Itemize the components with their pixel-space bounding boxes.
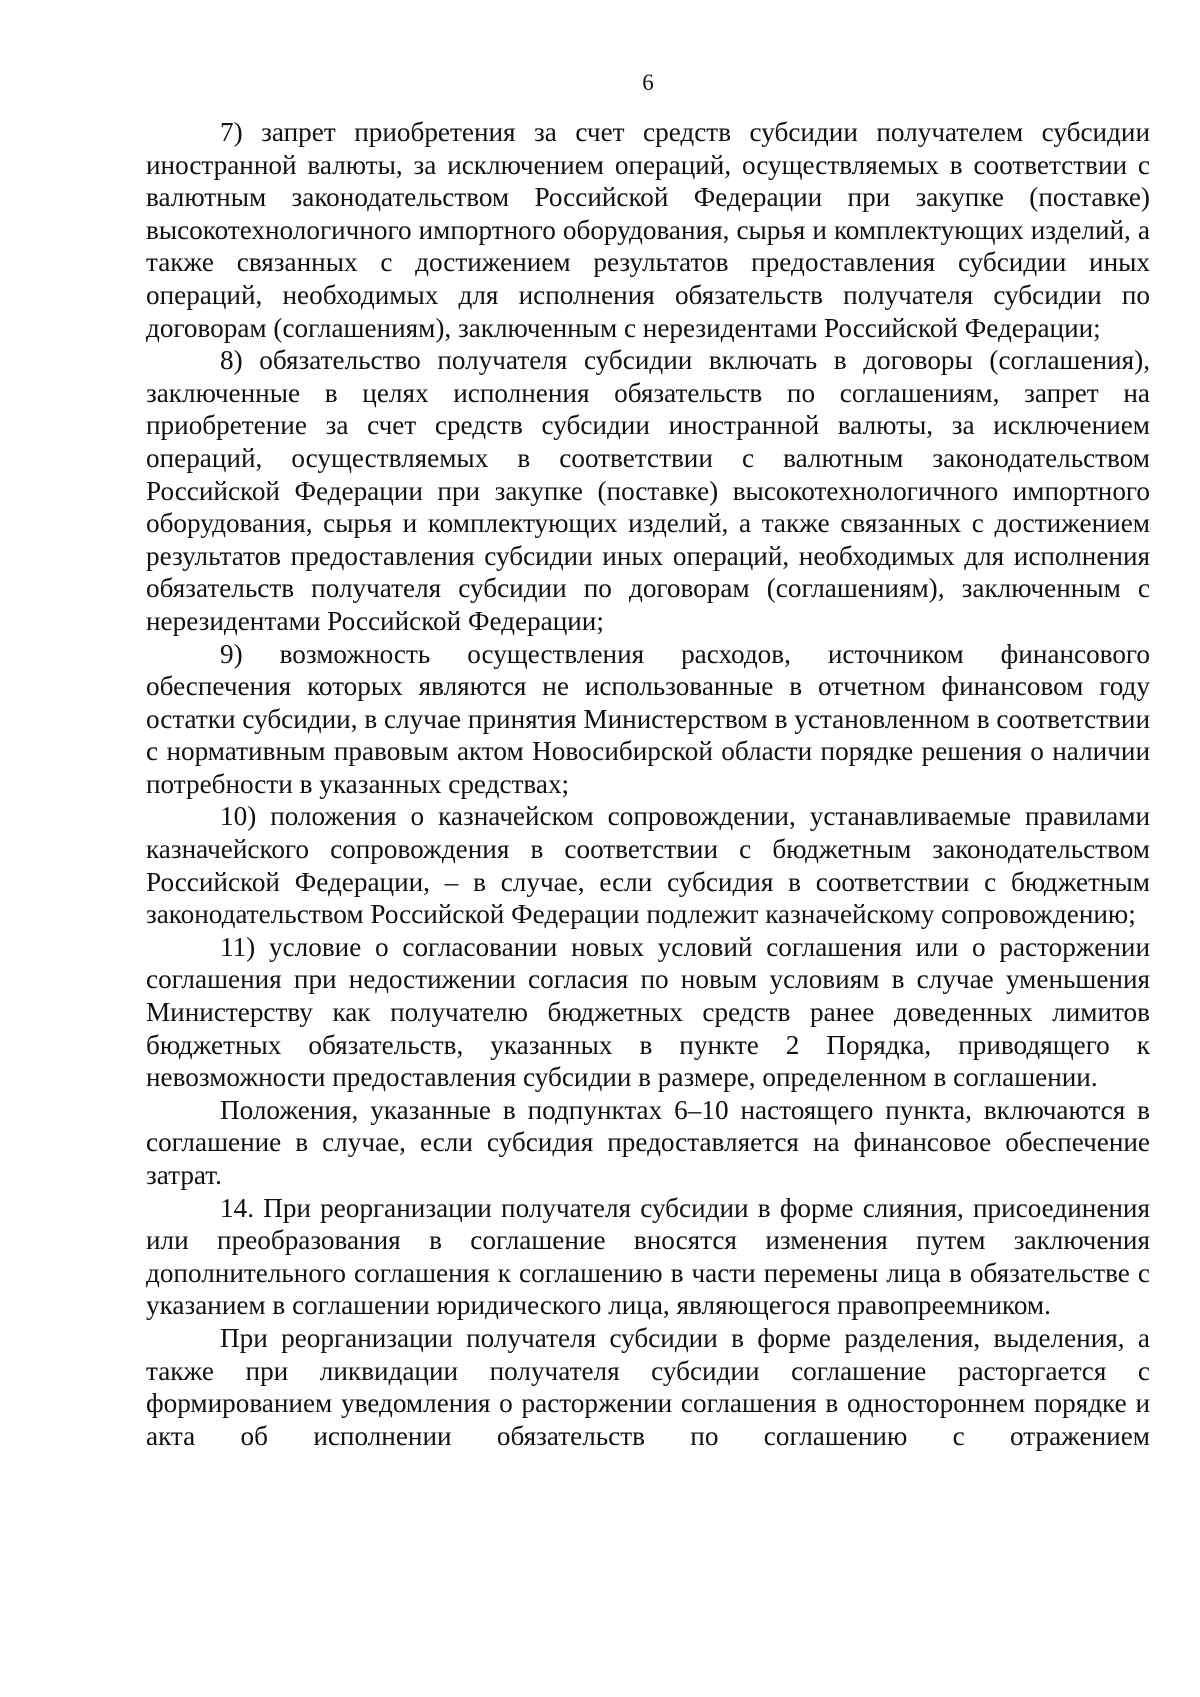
paragraph-item-9: 9) возможность осуществления расходов, источником финансового обеспечения которых являются не использованные в отчетном финансовом году остатки субсидии, в случае принятия Министерством в установленном в соответствии с нормативным правовым актом Новосибирской области порядке решения о наличии потребности в указанных средствах; [146, 638, 1150, 799]
document-body [146, 116, 1150, 1452]
paragraph-item-8: 8) обязательство получателя субсидии включать в договоры (соглашения), заключенные в целях исполнения обязательств по соглашениям, запрет на приобретение за счет средств субсидии иностранной валюты, за исключением операций, осуществляемых в соответствии с валютным законодательством Российской Федерации при закупке (поставке) высокотехнологичного импортного оборудования, сырья и комплектующих изделий, а также связанных с достижением результатов предоставления субсидии иных операций, необходимых для исполнения обязательств получателя субсидии по договорам (соглашениям), заключенным с нерезидентами Российской Федерации; [146, 345, 1150, 636]
paragraph-item-10: 10) положения о казначейском сопровождении, устанавливаемые правилами казначейского сопровождения в соответствии с бюджетным законодательством Российской Федерации, – в случае, если субсидия в соответствии с бюджетным законодательством Российской Федерации подлежит казначейскому сопровождению; [146, 801, 1150, 930]
paragraph-item-11: 11) условие о согласовании новых условий соглашения или о расторжении соглашения при недостижении согласия по новым условиям в случае уменьшения Министерству как получателю бюджетных средств ранее доведенных лимитов бюджетных обязательств, указанных в пункте 2 Порядка, приводящего к невозможности предоставления субсидии в размере, определенном в соглашении. [146, 931, 1150, 1093]
page-number: 6 [642, 70, 654, 95]
paragraph-item-7: 7) запрет приобретения за счет средств субсидии получателем субсидии иностранной валюты, за исключением операций, осуществляемых в соответствии с валютным законодательством Российской Федерации при закупке (поставке) высокотехнологичного импортного оборудования, сырья и комплектующих изделий, а также связанных с достижением результатов предоставления субсидии иных операций, необходимых для исполнения обязательств получателя субсидии по договорам (соглашениям), заключенным с нерезидентами Российской Федерации; [146, 117, 1150, 343]
paragraph-reorganization: При реорганизации получателя субсидии в форме разделения, выделения, а также при ликвидации получателя субсидии соглашение расторгается с формированием уведомления о расторжении соглашения в одностороннем порядке и акта об исполнении обязательств по соглашению с отражением [146, 1322, 1150, 1451]
document-page [146, 0, 1150, 1697]
paragraph-provisions-note: Положения, указанные в подпунктах 6–10 настоящего пункта, включаются в соглашение в случае, если субсидия предоставляется на финансовое обеспечение затрат. [146, 1094, 1150, 1190]
paragraph-clause-14: 14. При реорганизации получателя субсидии в форме слияния, присоединения или преобразования в соглашение вносятся изменения путем заключения дополнительного соглашения к соглашению в части перемены лица в обязательстве с указанием в соглашении юридического лица, являющегося правопреемником. [146, 1192, 1150, 1321]
